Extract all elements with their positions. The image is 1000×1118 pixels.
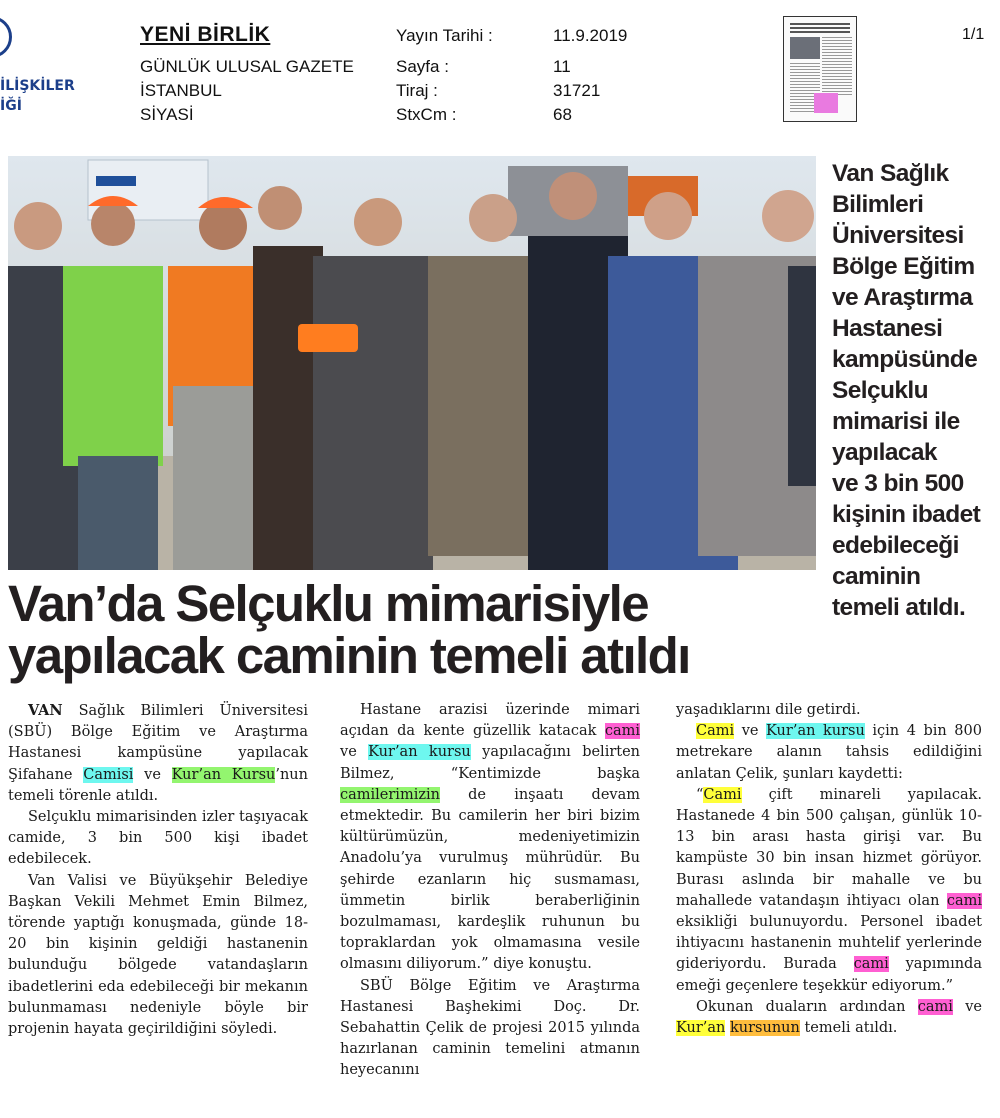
highlight-magenta: cami bbox=[946, 892, 982, 909]
highlight-green: Kur’an Kursu bbox=[171, 766, 276, 783]
page-thumbnail[interactable] bbox=[783, 16, 857, 122]
meta-label-page: Sayfa : bbox=[396, 57, 449, 76]
headline-line-2: yapılacak caminin temeli atıldı bbox=[8, 627, 690, 684]
logo-text-line-1: İLİŞKİLER bbox=[0, 78, 75, 94]
publication-city: İSTANBUL bbox=[140, 81, 222, 100]
article-column-2: Hastane arazisi üzerinde mimari açıdan da kente güzellik katacak cami ve Kur’an kursu yapılacağını belirten Bilmez, “Kentimizde başka camilerimizin de inşaatı devam etmektedir. Bu camilerin her biri bizim kültürümüzün, medeniyetimizin Anadolu’ya vurulmuş mührüdür. Bu şehirde ezanların hiç susmaması, ümmetin birlik beraberliğinin bozulmaması, kardeşlik ruhunun bu topraklardan yok olmamasına vesile olmasını diliyorum.” diye konuştu. SBÜ Bölge Eğitim ve Araştırma Hastanesi Başhekimi Doç. Dr. Sebahattin Çelik de projesi 2015 yılında hazırlanan caminin temelini atmanın heyecanını bbox=[340, 702, 641, 1079]
highlight-cyan: Camisi bbox=[83, 766, 134, 783]
highlight-yellow: Cami bbox=[696, 723, 735, 740]
article-headline bbox=[8, 575, 828, 684]
logo-text bbox=[0, 76, 75, 116]
highlight-cyan: Kur’an kursu bbox=[766, 723, 865, 740]
meta-value-stxcm: 68 bbox=[553, 105, 572, 124]
highlight-yellow: Cami bbox=[703, 786, 742, 803]
monitoring-logo-icon bbox=[0, 16, 12, 58]
publication-type: GÜNLÜK ULUSAL GAZETE bbox=[140, 57, 354, 76]
ceremony-photo bbox=[8, 156, 816, 570]
article-column-1: VAN Sağlık Bilimleri Üniversitesi (SBÜ) Bölge Eğitim ve Araştırma Hastanesi kampüsüne yapılacak Şifahane Camisi ve Kur’an Kursu’nun temeli törenle atıldı. Selçuklu mimarisinden izler taşıyacak camide, 3 bin 500 kişi ibadet edebilecek. Van Valisi ve Büyükşehir Belediye Başkan Vekili Mehmet Emin Bilmez, törende yaptığı konuşmada, günde 18-20 bin kişinin geldiği hastanenin bulunduğu bölgede vatandaşların ibadetlerini eda edebileceği bir mekanın bulunmaması nedeniyle böyle bir projenin hayata geçirildiğini söyledi. bbox=[8, 702, 308, 1038]
meta-label-stxcm: StxCm : bbox=[396, 105, 457, 124]
headline-line-1: Van’da Selçuklu mimarisiyle bbox=[8, 575, 648, 632]
highlight-yellow: Kur’an bbox=[676, 1020, 726, 1037]
highlight-magenta: cami bbox=[853, 956, 889, 973]
highlight-green: camilerimizin bbox=[340, 786, 440, 803]
meta-value-date: 11.9.2019 bbox=[553, 26, 628, 45]
logo-text-line-2: İĞİ bbox=[0, 98, 22, 114]
publication-name: YENİ BİRLİK bbox=[140, 23, 271, 46]
meta-value-circulation: 31721 bbox=[553, 81, 601, 100]
highlight-cyan: Kur’an kursu bbox=[368, 744, 471, 761]
publication-category: SİYASİ bbox=[140, 105, 194, 124]
highlight-orange: kursunun bbox=[730, 1020, 800, 1037]
article-deck: Van Sağlık Bilimleri Üniversitesi Bölge Eğitim ve Araştırma Hastanesi kampüsünde Selçuklu mimarisi ile yapılacak ve 3 bin 500 kişinin ibadet edebileceği caminin temeli atıldı. bbox=[832, 160, 981, 621]
article-column-3: yaşadıklarını dile getirdi. Cami ve Kur’an kursu için 4 bin 800 metrekare alanın tahsis edildiğini anlatan Çelik, şunları kaydetti: “Cami çift minareli yapılacak. Hastanede 4 bin 500 çalışan, günlük 10-13 bin arası hasta girişi var. Bu kampüste 30 bin insan hizmet görüyor. Burası aslında bir mahalle ve bu mahallede vatandaşın ihtiyacı olan cami eksikliği bulunuyordu. Personel ibadet ihtiyacını hastanenin muhtelif yerlerinde gideriyordu. Burada cami yapımında emeği geçenlere teşekkür ediyorum.” Okunan duaların ardından cami ve Kur’an kursunun temeli atıldı. bbox=[676, 702, 983, 1037]
highlight-magenta: cami bbox=[604, 723, 640, 740]
meta-value-page: 11 bbox=[553, 57, 571, 76]
highlight-magenta: cami bbox=[917, 998, 953, 1015]
meta-label-date: Yayın Tarihi : bbox=[396, 26, 493, 45]
page-indicator: 1/1 bbox=[962, 26, 985, 43]
meta-label-circulation: Tiraj : bbox=[396, 81, 438, 100]
